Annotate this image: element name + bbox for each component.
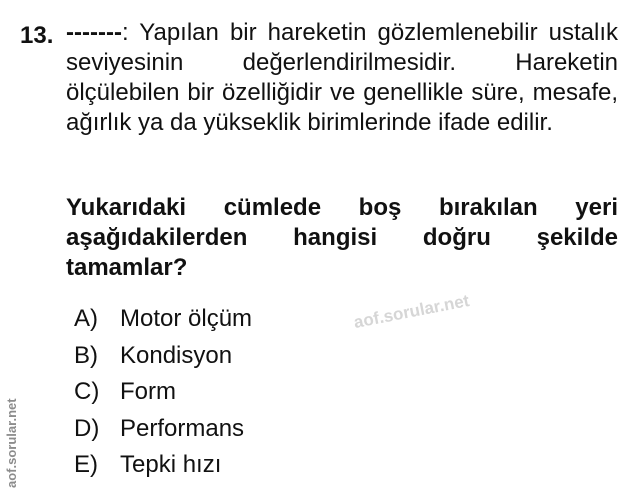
option-a[interactable] <box>74 301 252 338</box>
question-number: 13. <box>20 22 54 49</box>
option-letter: A) <box>74 305 98 333</box>
stem-text: : Yapılan bir hareketin gözlemlenebilir ustalık seviyesinin değerlendirilmesidir. Hareketin ölçülebilen bir özelliğidir ve genellikle süre, mesafe, ağırlık ya da yükseklik birimlerinde ifade edilir. <box>66 19 618 136</box>
option-d[interactable] <box>74 411 252 448</box>
option-text: Form <box>120 378 176 406</box>
question-prompt: Yukarıdaki cümlede boş bırakılan yeri aşağıdakilerden hangisi doğru şekilde tamamlar? <box>66 194 618 281</box>
option-text: Kondisyon <box>120 341 233 369</box>
option-letter: C) <box>74 378 100 406</box>
watermark-center: aof.sorular.net <box>352 291 471 333</box>
option-text: Performans <box>120 414 245 442</box>
option-letter: D) <box>74 414 100 442</box>
stem-blank: ------- <box>66 19 122 46</box>
option-letter: E) <box>74 451 98 479</box>
answer-options <box>74 301 252 484</box>
option-text: Tepki hızı <box>120 451 222 479</box>
watermark-side: aof.sorular.net <box>4 398 19 488</box>
option-letter: B) <box>74 341 98 369</box>
option-text: Motor ölçüm <box>120 305 253 333</box>
option-e[interactable] <box>74 447 252 484</box>
option-b[interactable] <box>74 338 252 375</box>
question-stem <box>66 18 618 138</box>
option-c[interactable] <box>74 374 252 411</box>
